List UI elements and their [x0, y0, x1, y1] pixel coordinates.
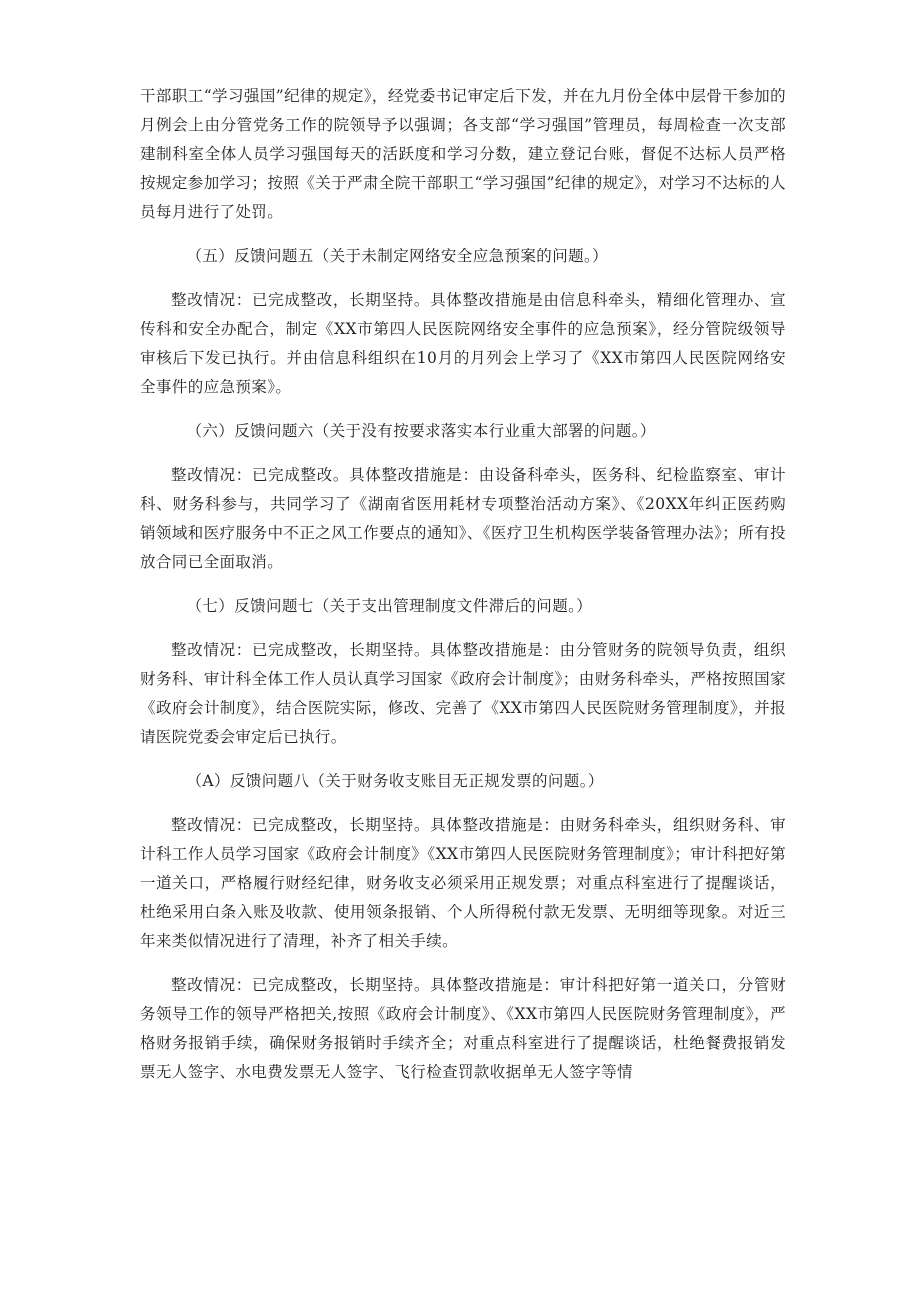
paragraph-rectification-8b: 整改情况：已完成整改，长期坚持。具体整改措施是：审计科把好第一道关口，分管财务领导工作的领导严格把关,按照《政府会计制度》、《XX市第四人民医院财务管理制度》，严格财务报销手续，确保财务报销时手续齐全；对重点科室进行了提醒谈话，杜绝餐费报销发票无人签字、水电费发票无人签字、飞行检查罚款收据单无人签字等情 [140, 976, 786, 1081]
paragraph-rectification-6: 整改情况：已完成整改。具体整改措施是：由设备科牵头，医务科、纪检监察室、审计科、财务科参与，共同学习了《湖南省医用耗材专项整治活动方案》、《20XX年纠正医药购销领域和医疗服务中不正之风工作要点的通知》、《医疗卫生机构医学装备管理办法》；所有投放合同已全面取消。 [140, 466, 786, 571]
document-body [140, 82, 786, 1102]
paragraph-rectification-8a: 整改情况：已完成整改，长期坚持。具体整改措施是：由财务科牵头，组织财务科、审计科工作人员学习国家《政府会计制度》《XX市第四人民医院财务管理制度》；审计科把好第一道关口，严格履行财经纪律，财务收支必须采用正规发票；对重点科室进行了提醒谈话，杜绝采用白条入账及收款、使用领条报销、个人所得税付款无发票、无明细等现象。对近三年来类似情况进行了清理，补齐了相关手续。 [140, 816, 786, 950]
section-heading-5: （五）反馈问题五（关于未制定网络安全应急预案的问题。） [186, 247, 609, 265]
paragraph-continuation: 干部职工“学习强国”纪律的规定》，经党委书记审定后下发，并在九月份全体中层骨干参加的月例会上由分管党务工作的院领导予以强调；各支部“学习强国”管理员，每周检查一次支部建制科室全体人员学习强国每天的活跃度和学习分数，建立登记台账，督促不达标人员严格按规定参加学习；按照《关于严肃全院干部职工“学习强国”纪律的规定》，对学习不达标的人员每月进行了处罚。 [140, 87, 786, 221]
paragraph-rectification-5: 整改情况：已完成整改，长期坚持。具体整改措施是由信息科牵头，精细化管理办、宣传科和安全办配合，制定《XX市第四人民医院网络安全事件的应急预案》，经分管院级领导审核后下发已执行。并由信息科组织在10月的月列会上学习了《XX市第四人民医院网络安全事件的应急预案》。 [140, 291, 786, 396]
paragraph-rectification-7: 整改情况：已完成整改，长期坚持。具体整改措施是：由分管财务的院领导负责，组织财务科、审计科全体工作人员认真学习国家《政府会计制度》；由财务科牵头，严格按照国家《政府会计制度》，结合医院实际，修改、完善了《XX市第四人民医院财务管理制度》，并报请医院党委会审定后已执行。 [140, 641, 786, 746]
section-heading-8: （A）反馈问题八（关于财务收支账目无正规发票的问题。） [186, 772, 604, 790]
section-heading-7: （七）反馈问题七（关于支出管理制度文件滞后的问题。） [186, 597, 593, 615]
section-heading-6: （六）反馈问题六（关于没有按要求落实本行业重大部署的问题。） [186, 422, 656, 440]
